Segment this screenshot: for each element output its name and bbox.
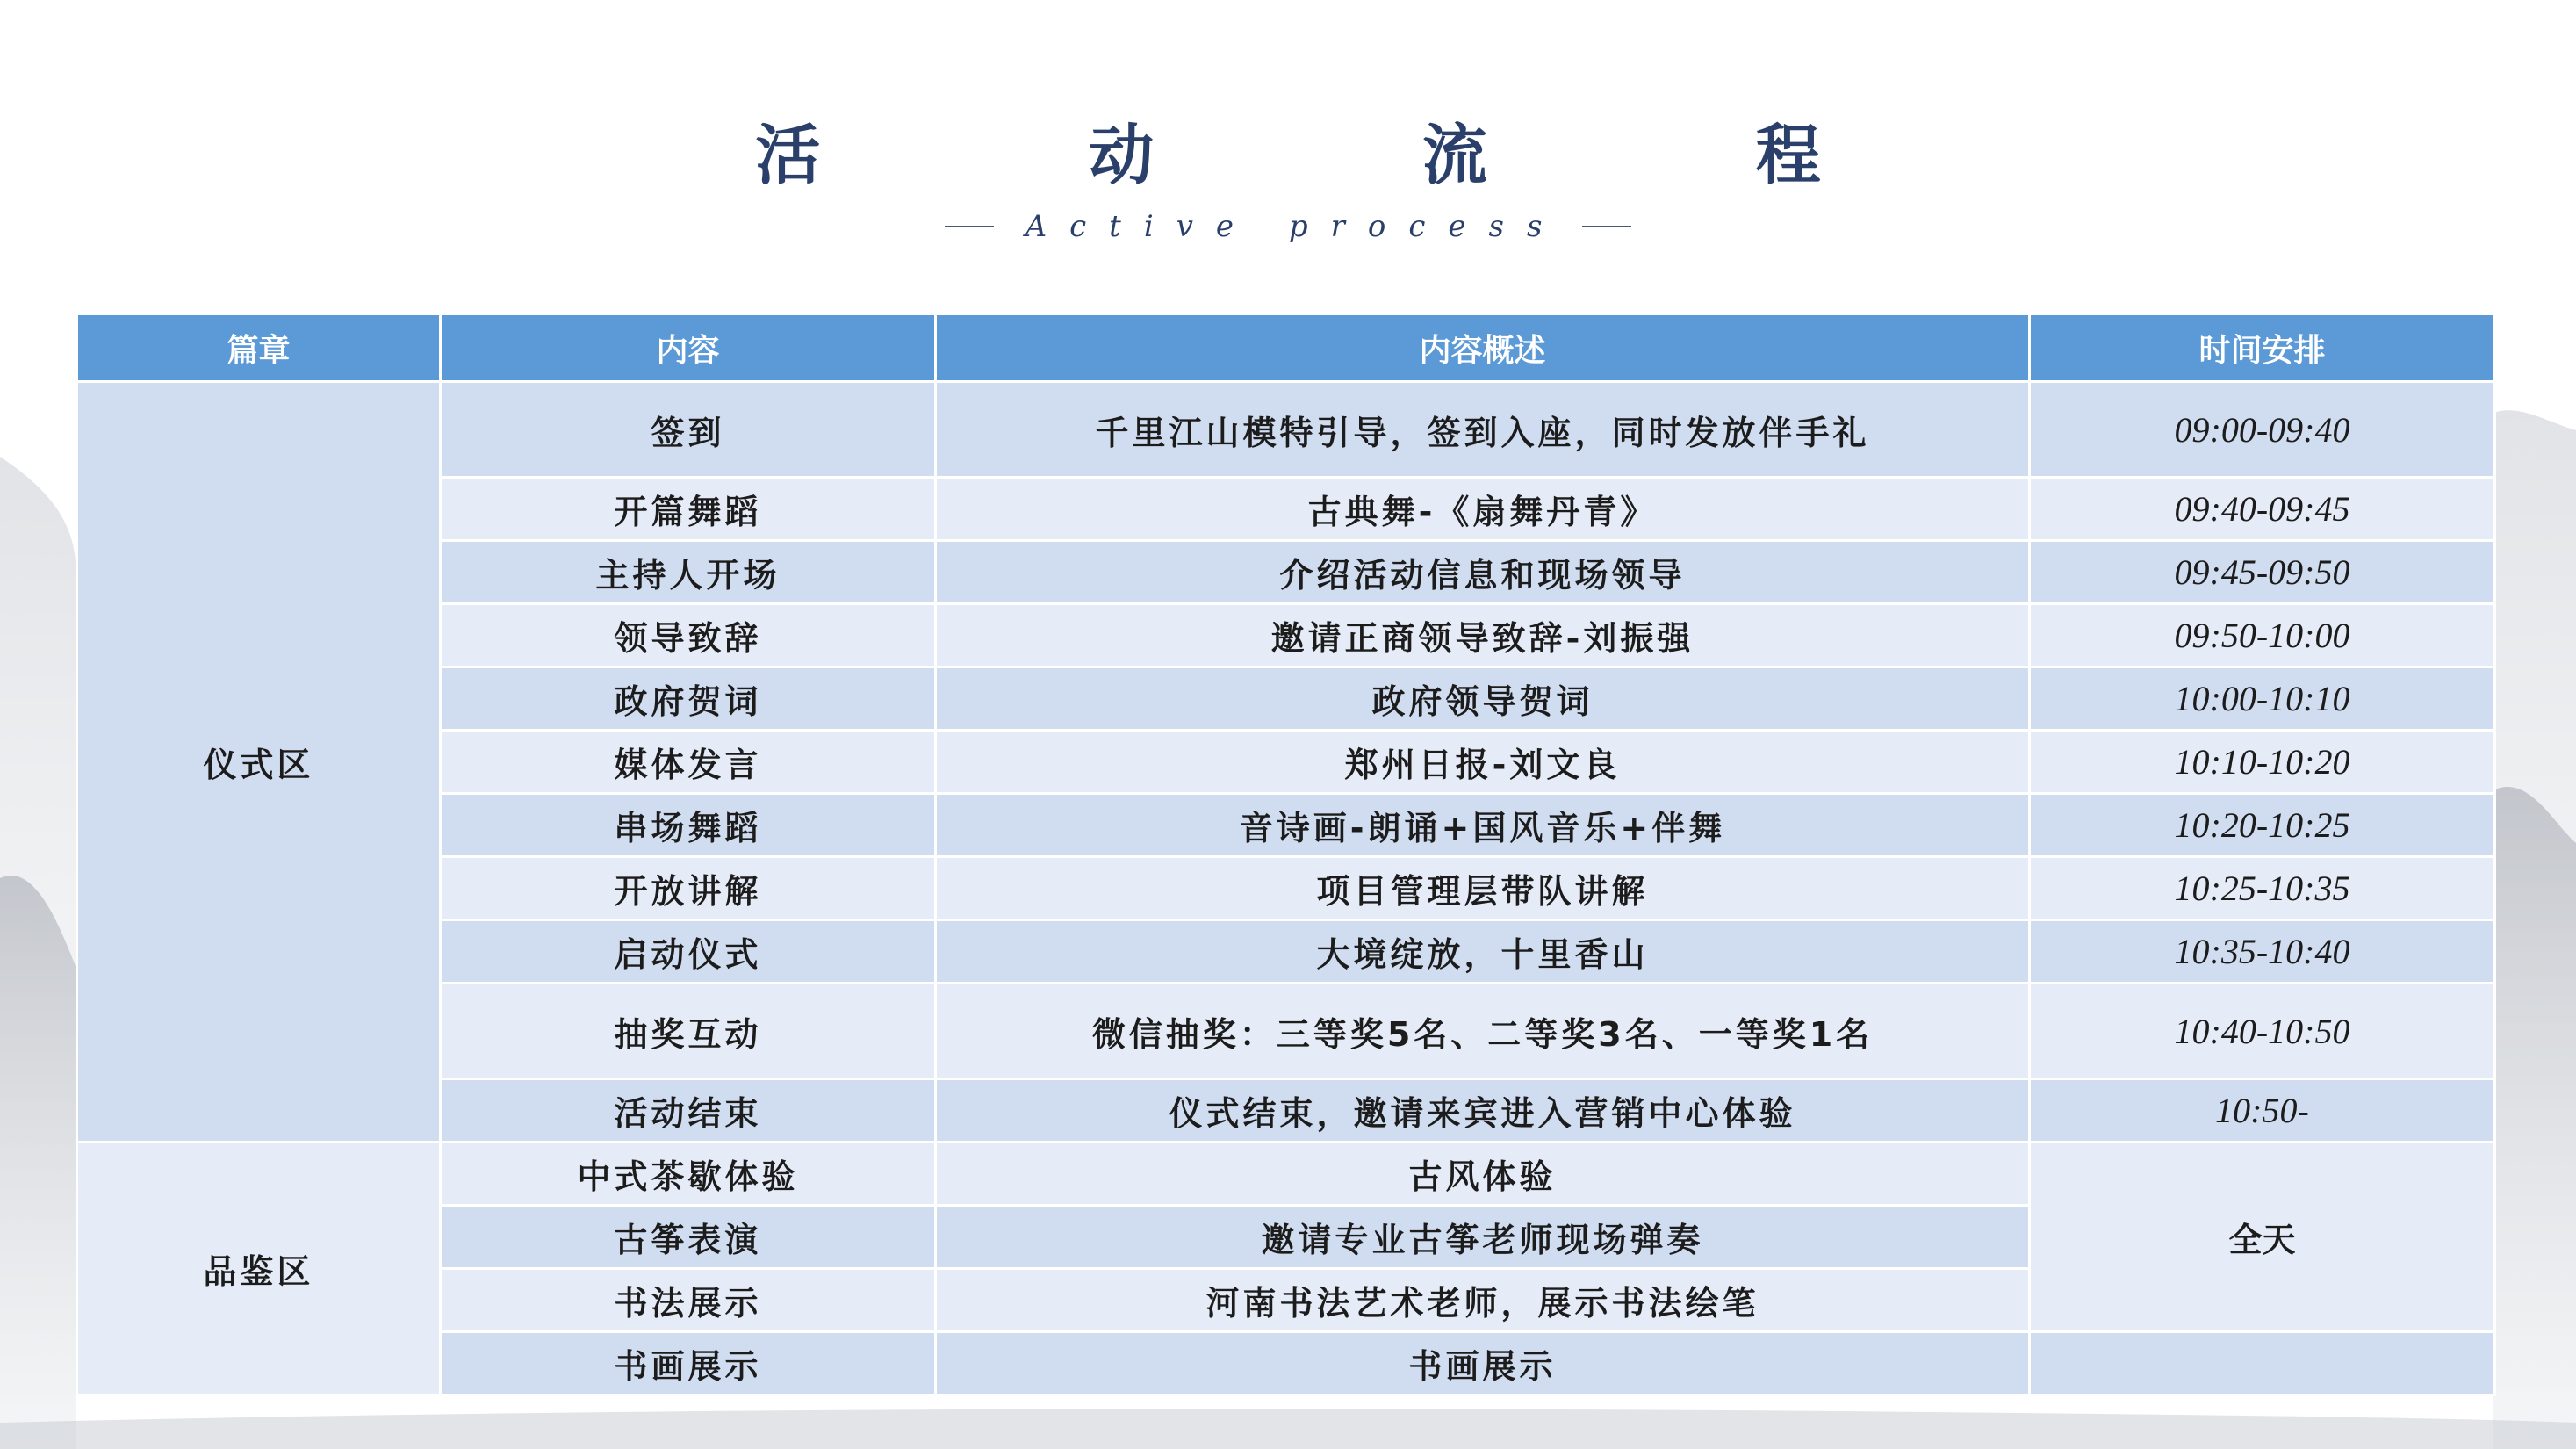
row-summary: 郑州日报-刘文良 — [936, 731, 2030, 794]
row-time: 09:40-09:45 — [2030, 478, 2495, 541]
row-content: 活动结束 — [441, 1079, 936, 1143]
row-summary: 大境绽放，十里香山 — [936, 920, 2030, 984]
table-row — [77, 604, 2495, 667]
row-summary: 千里江山模特引导，签到入座，同时发放伴手礼 — [936, 382, 2030, 478]
table-row — [77, 857, 2495, 920]
subtitle-row — [0, 209, 2576, 244]
section-ceremony: 仪式区 — [77, 382, 441, 1143]
row-content: 启动仪式 — [441, 920, 936, 984]
table-row — [77, 794, 2495, 857]
row-summary: 古典舞-《扇舞丹青》 — [936, 478, 2030, 541]
schedule-table — [76, 313, 2496, 1396]
row-summary: 项目管理层带队讲解 — [936, 857, 2030, 920]
row-content: 媒体发言 — [441, 731, 936, 794]
header-time: 时间安排 — [2030, 314, 2495, 382]
row-content: 抽奖互动 — [441, 984, 936, 1079]
row-content: 主持人开场 — [441, 541, 936, 604]
table-row — [77, 541, 2495, 604]
row-content: 领导致辞 — [441, 604, 936, 667]
table-row — [77, 382, 2495, 478]
row-content: 串场舞蹈 — [441, 794, 936, 857]
row-time: 10:20-10:25 — [2030, 794, 2495, 857]
row-content: 开篇舞蹈 — [441, 478, 936, 541]
row-summary: 书画展示 — [936, 1332, 2030, 1395]
table-row — [77, 731, 2495, 794]
header-summary: 内容概述 — [936, 314, 2030, 382]
row-time: 10:00-10:10 — [2030, 667, 2495, 731]
table-header-row — [77, 314, 2495, 382]
row-content: 签到 — [441, 382, 936, 478]
table-row — [77, 478, 2495, 541]
row-time: 10:10-10:20 — [2030, 731, 2495, 794]
row-summary: 邀请正商领导致辞-刘振强 — [936, 604, 2030, 667]
subtitle-left-dash — [945, 226, 994, 227]
row-summary: 介绍活动信息和现场领导 — [936, 541, 2030, 604]
row-summary: 古风体验 — [936, 1143, 2030, 1206]
row-content: 古筝表演 — [441, 1206, 936, 1269]
row-time: 09:45-09:50 — [2030, 541, 2495, 604]
table-row — [77, 667, 2495, 731]
row-content: 书画展示 — [441, 1332, 936, 1395]
row-time: 10:35-10:40 — [2030, 920, 2495, 984]
row-time: 10:25-10:35 — [2030, 857, 2495, 920]
header-chapter: 篇章 — [77, 314, 441, 382]
row-summary: 河南书法艺术老师，展示书法绘笔 — [936, 1269, 2030, 1332]
row-time: 09:00-09:40 — [2030, 382, 2495, 478]
row-time: 10:50- — [2030, 1079, 2495, 1143]
row-content: 书法展示 — [441, 1269, 936, 1332]
row-summary: 仪式结束，邀请来宾进入营销中心体验 — [936, 1079, 2030, 1143]
row-time: 10:40-10:50 — [2030, 984, 2495, 1079]
row-time: 09:50-10:00 — [2030, 604, 2495, 667]
row-content: 政府贺词 — [441, 667, 936, 731]
row-summary: 微信抽奖：三等奖5名、二等奖3名、一等奖1名 — [936, 984, 2030, 1079]
table-row — [77, 1143, 2495, 1206]
section-tasting: 品鉴区 — [77, 1143, 441, 1395]
row-summary: 邀请专业古筝老师现场弹奏 — [936, 1206, 2030, 1269]
subtitle-right-dash — [1582, 226, 1631, 227]
subtitle-text: Active process — [1025, 209, 1565, 244]
table-row — [77, 920, 2495, 984]
header-content: 内容 — [441, 314, 936, 382]
row-summary: 音诗画-朗诵+国风音乐+伴舞 — [936, 794, 2030, 857]
row-summary: 政府领导贺词 — [936, 667, 2030, 731]
page-title: 活 动 流 程 — [755, 118, 1944, 193]
table-row — [77, 1079, 2495, 1143]
table-row — [77, 984, 2495, 1079]
row-content: 中式茶歇体验 — [441, 1143, 936, 1206]
row-content: 开放讲解 — [441, 857, 936, 920]
row-time-empty — [2030, 1332, 2495, 1395]
table-row — [77, 1332, 2495, 1395]
row-time-allday: 全天 — [2030, 1143, 2495, 1332]
